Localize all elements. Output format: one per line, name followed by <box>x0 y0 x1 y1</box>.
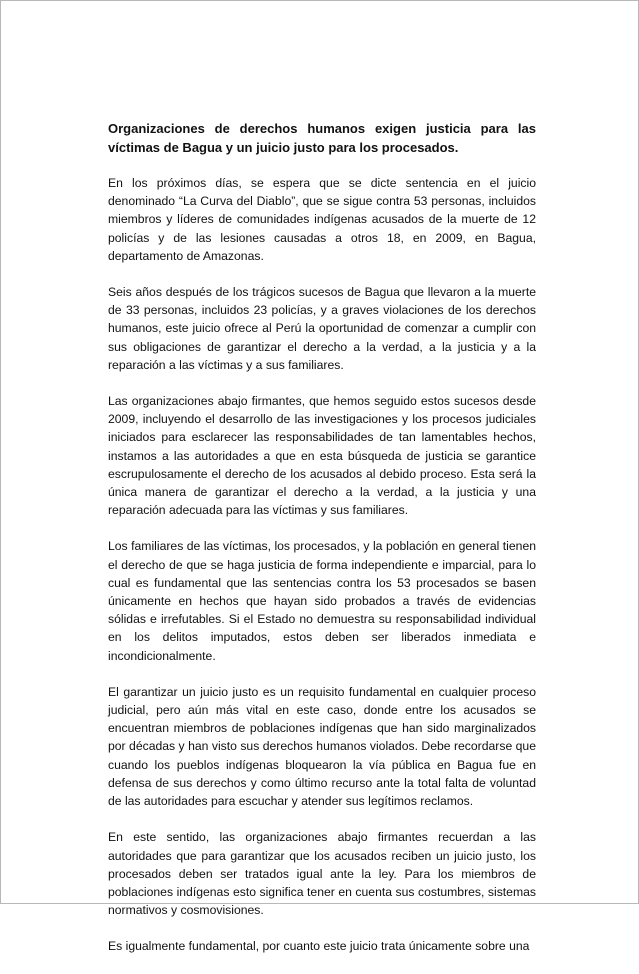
paragraph-2: Seis años después de los trágicos sucesos de Bagua que llevaron a la muerte de 33 personas, incluidos 23 policías, y a graves violaciones de los derechos humanos, este juicio ofrece al Perú la oportunidad de comenzar a cumplir con sus obligaciones de garantizar el derecho a la verdad, a la justicia y a la reparación a las víctimas y a sus familiares. <box>108 285 536 372</box>
paragraph-6: En este sentido, las organizaciones abajo firmantes recuerdan a las autoridades que para garantizar que los acusados reciben un juicio justo, los procesados deben ser tratados igual ante la ley. Para los miembros de poblaciones indígenas esto significa tener en cuenta sus costumbres, sistemas normativos y cosmovisiones. <box>108 830 536 918</box>
paragraph-5: El garantizar un juicio justo es un requisito fundamental en cualquier proceso judicial, pero aún más vital en este caso, donde entre los acusados se encuentran miembros de poblaciones indígenas que han sido marginalizados por décadas y han visto sus derechos humanos violados. Debe recordarse que cuando los pueblos indígenas bloquearon la vía pública en Bagua fue en defensa de sus derechos y como último recurso ante la total falta de voluntad de las autoridades para escuchar y atender sus legítimos reclamos. <box>108 684 536 809</box>
paragraph-7: Es igualmente fundamental, por cuanto este juicio trata únicamente sobre una <box>108 939 530 954</box>
paragraph-1: En los próximos días, se espera que se dicte sentencia en el juicio denominado “La Curva del Diablo”, que se sigue contra 53 personas, incluidos miembros y líderes de comunidades indígenas acusados de la muerte de 12 policías y de las lesiones causadas a otros 18, en 2009, en Bagua, departamento de Amazonas. <box>108 176 536 263</box>
document-body <box>108 120 536 974</box>
document-title: Organizaciones de derechos humanos exigen justicia para las víctimas de Bagua y un juicio justo para los procesados. <box>108 121 536 155</box>
paragraph-3: Las organizaciones abajo firmantes, que hemos seguido estos sucesos desde 2009, incluyendo el desarrollo de las investigaciones y los procesos judiciales iniciados para esclarecer las responsabilidades de tan lamentables hechos, instamos a las autoridades a que en esta búsqueda de justicia se garantice escrupulosamente el derecho de los acusados al debido proceso. Esta será la única manera de garantizar el derecho a la verdad, a la justicia y una reparación adecuada para las víctimas y sus familiares. <box>108 394 536 518</box>
paragraph-4: Los familiares de las víctimas, los procesados, y la población en general tienen el derecho de que se haga justicia de forma independiente e imparcial, para lo cual es fundamental que las sentencias contra los 53 procesados se basen únicamente en hechos que hayan sido probados a través de evidencias sólidas e irrefutables. Si el Estado no demuestra su responsabilidad individual en los delitos imputados, estos deben ser liberados inmediata e incondicionalmente. <box>108 539 536 663</box>
